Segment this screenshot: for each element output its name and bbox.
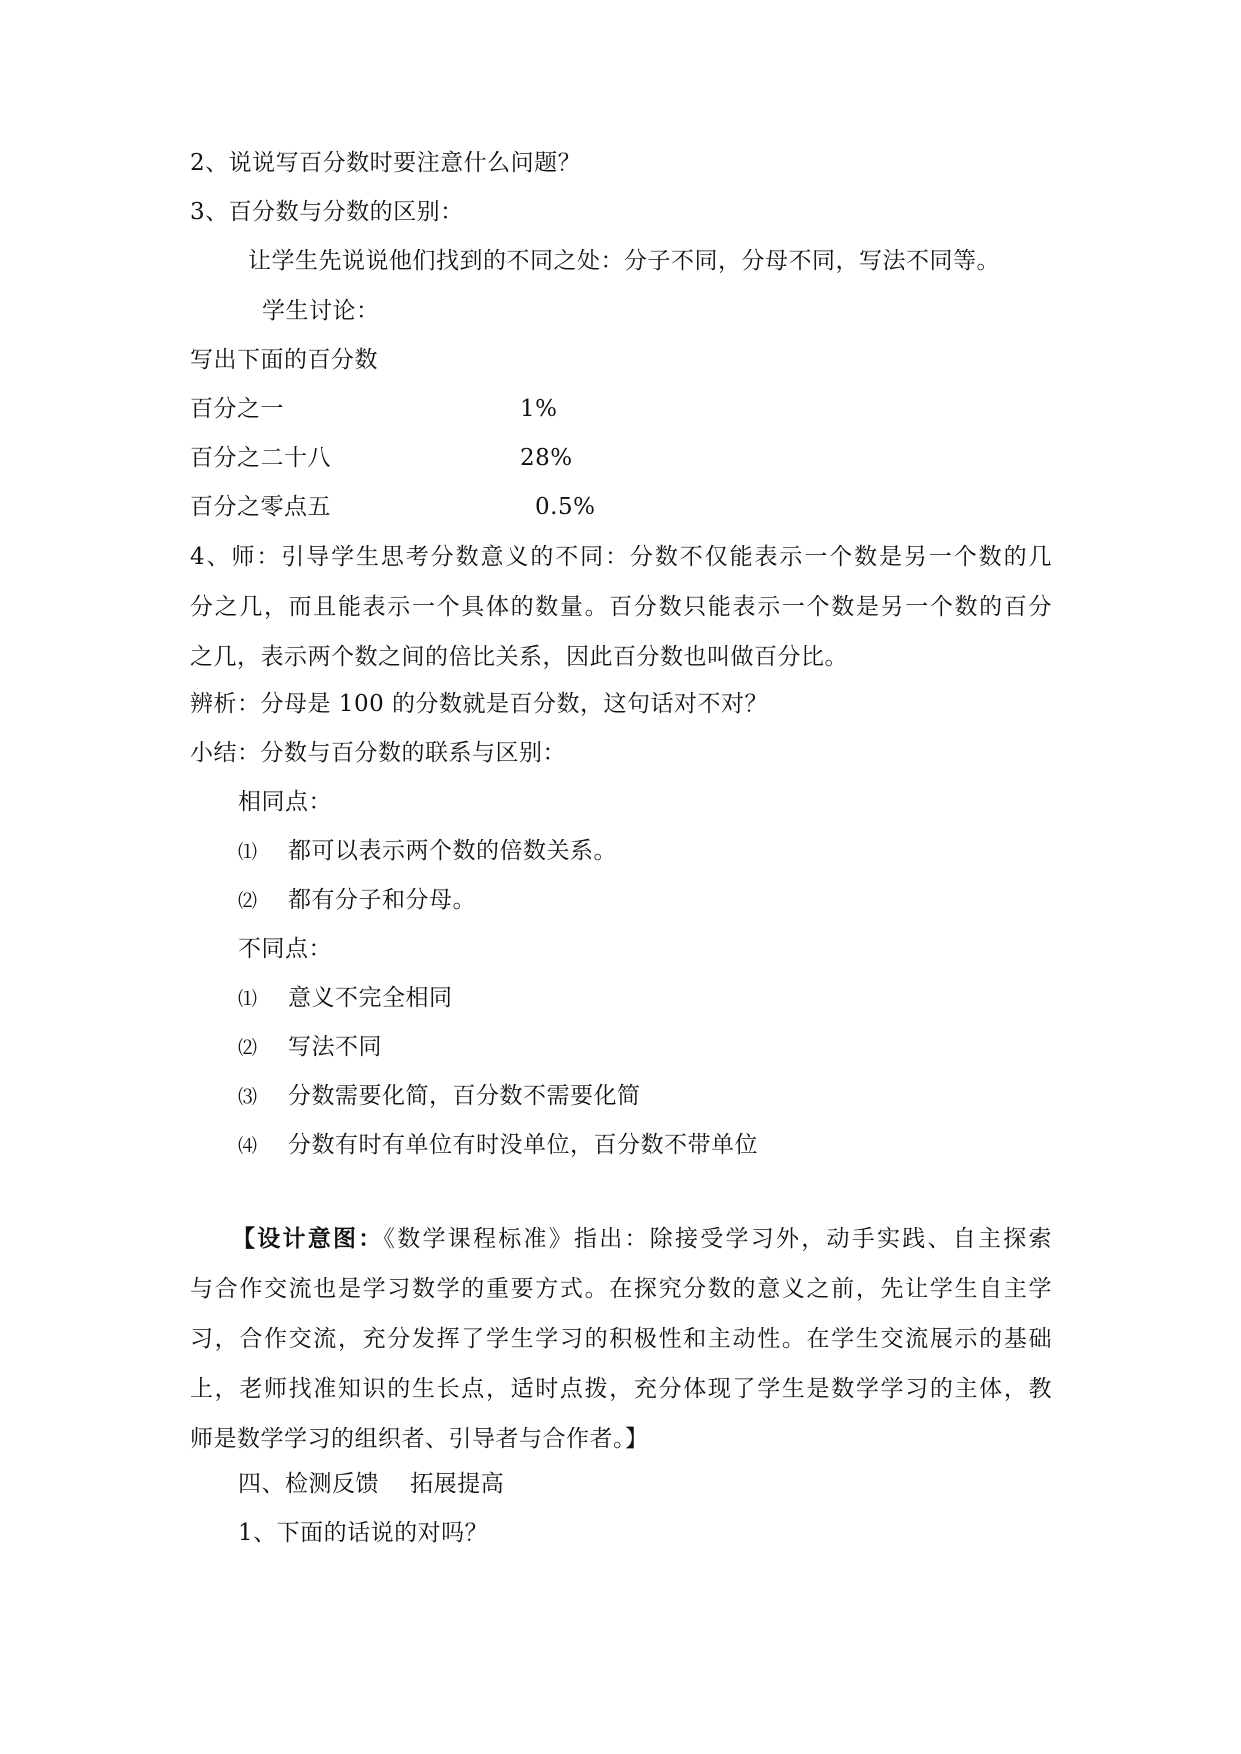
list-item bbox=[238, 885, 476, 916]
list-item bbox=[238, 983, 453, 1014]
item-text: 都有分子和分母。 bbox=[288, 887, 476, 913]
write-percent-title: 写出下面的百分数 bbox=[190, 347, 378, 373]
percent-value: 28% bbox=[520, 445, 573, 471]
percent-value: 1% bbox=[520, 396, 558, 422]
percent-words: 百分之零点五 bbox=[190, 494, 331, 520]
percent-value: 0.5% bbox=[535, 494, 596, 520]
percent-words: 百分之一 bbox=[190, 396, 284, 422]
paragraph-line: 与合作交流也是学习数学的重要方式。在探究分数的意义之前，先让学生自主学 bbox=[190, 1276, 1052, 1302]
question-3: 3、百分数与分数的区别： bbox=[190, 199, 464, 225]
paragraph-line: 分之几，而且能表示一个具体的数量。百分数只能表示一个数是另一个数的百分 bbox=[190, 594, 1052, 620]
item-number: ⑴ bbox=[238, 988, 258, 1010]
design-intent-label: 【设计意图： bbox=[232, 1225, 384, 1252]
paragraph-line: 习，合作交流，充分发挥了学生学习的积极性和主动性。在学生交流展示的基础 bbox=[190, 1326, 1052, 1352]
student-discuss-text: 学生讨论： bbox=[262, 298, 380, 324]
item-text: 分数有时有单位有时没单位，百分数不带单位 bbox=[288, 1132, 758, 1158]
analysis-question: 辨析：分母是 100 的分数就是百分数，这句话对不对？ bbox=[190, 691, 769, 717]
design-intent-text: 《数学课程标准》指出：除接受学习外，动手实践、自主探索 bbox=[383, 1226, 1052, 1252]
item-text: 写法不同 bbox=[288, 1034, 382, 1060]
question-4-paragraph bbox=[190, 532, 1052, 682]
percent-words: 百分之二十八 bbox=[190, 445, 331, 471]
student-say-text: 让学生先说说他们找到的不同之处：分子不同，分母不同，写法不同等。 bbox=[248, 248, 1000, 274]
list-item bbox=[238, 836, 617, 867]
different-points-title: 不同点： bbox=[238, 936, 332, 962]
question-2: 2、说说写百分数时要注意什么问题？ bbox=[190, 150, 582, 176]
same-points-title: 相同点： bbox=[238, 789, 332, 815]
item-number: ⑵ bbox=[238, 890, 258, 912]
summary-heading: 小结：分数与百分数的联系与区别： bbox=[190, 740, 566, 766]
paragraph-line: 之几，表示两个数之间的倍比关系，因此百分数也叫做百分比。 bbox=[190, 644, 848, 670]
paragraph-line: 师是数学学习的组织者、引导者与合作者。】 bbox=[190, 1426, 649, 1452]
item-text: 分数需要化简，百分数不需要化简 bbox=[288, 1083, 641, 1109]
list-item bbox=[238, 1032, 382, 1063]
paragraph-line bbox=[190, 1214, 1052, 1264]
item-text: 意义不完全相同 bbox=[288, 985, 453, 1011]
item-number: ⑵ bbox=[238, 1037, 258, 1059]
section-four-heading: 四、检测反馈 拓展提高 bbox=[238, 1471, 505, 1497]
item-text: 都可以表示两个数的倍数关系。 bbox=[288, 838, 617, 864]
question-1: 1、下面的话说的对吗？ bbox=[238, 1520, 489, 1546]
list-item bbox=[238, 1081, 641, 1112]
design-intent-paragraph bbox=[190, 1214, 1052, 1464]
paragraph-line: 4、师：引导学生思考分数意义的不同：分数不仅能表示一个数是另一个数的几 bbox=[190, 544, 1052, 570]
paragraph-line: 上，老师找准知识的生长点，适时点拨，充分体现了学生是数学学习的主体，教 bbox=[190, 1376, 1052, 1402]
item-number: ⑴ bbox=[238, 841, 258, 863]
list-item bbox=[238, 1130, 758, 1161]
item-number: ⑶ bbox=[238, 1086, 258, 1108]
item-number: ⑷ bbox=[238, 1135, 258, 1157]
